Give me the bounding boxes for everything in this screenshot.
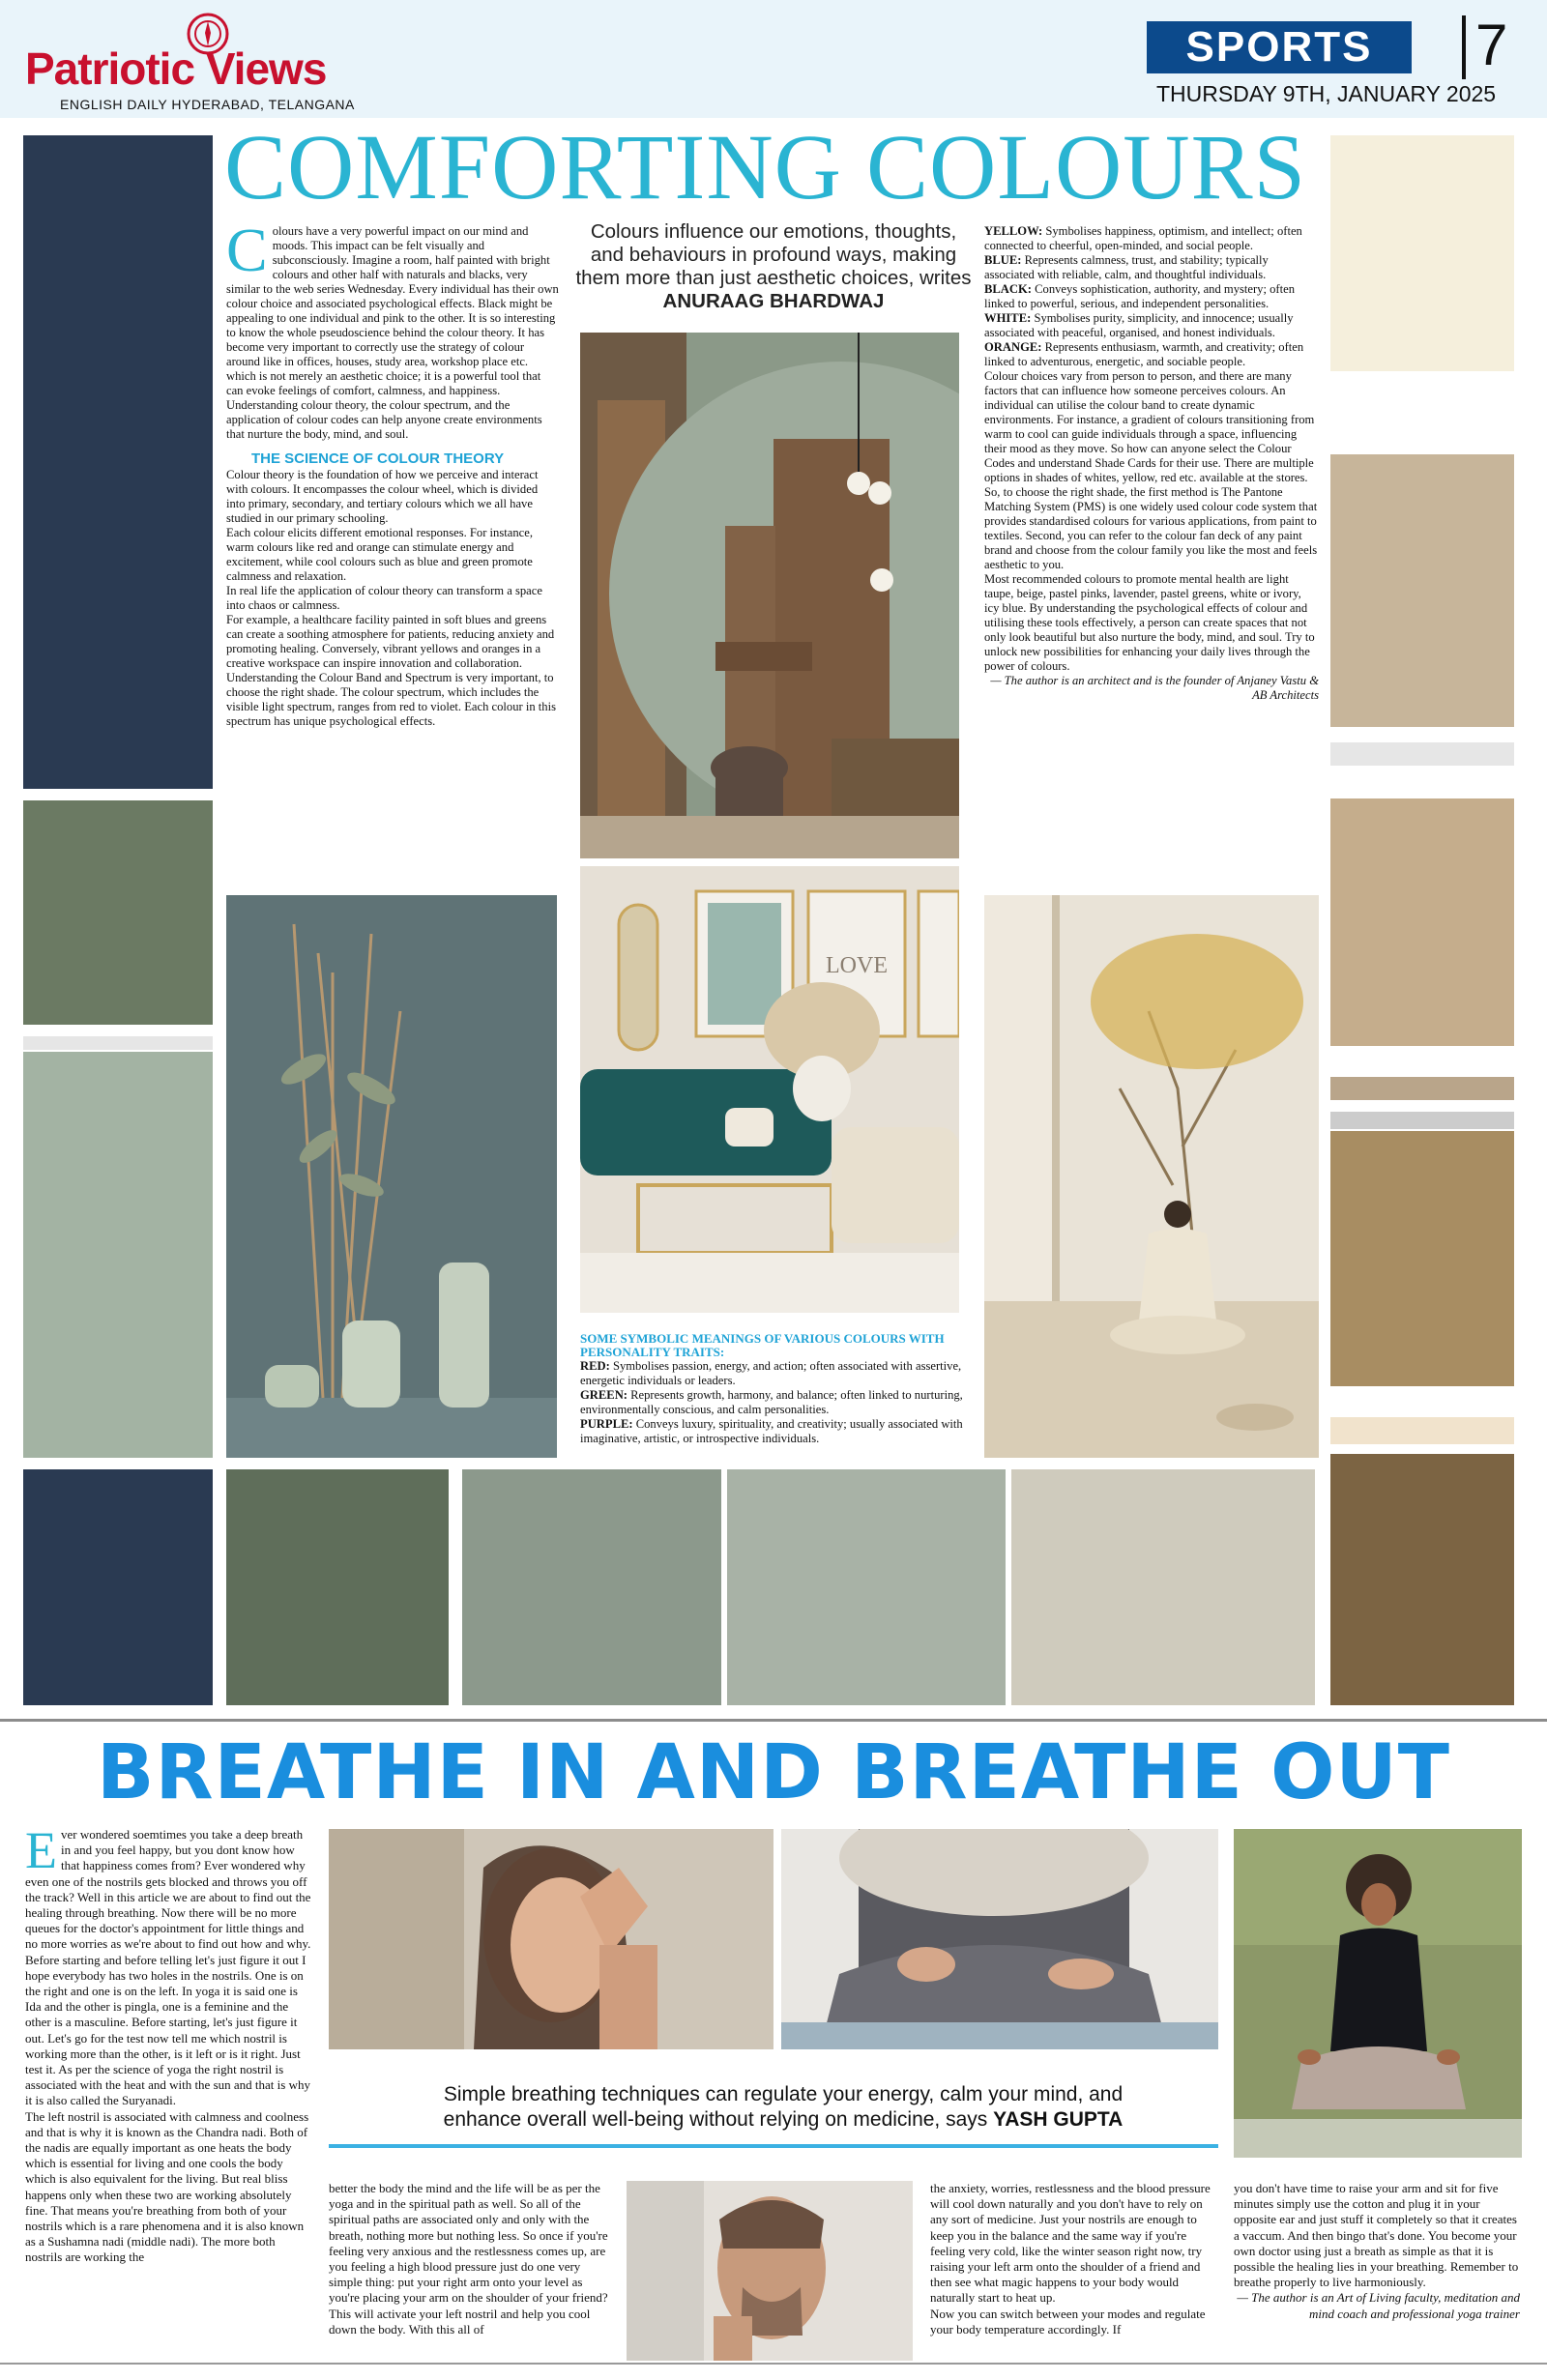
color-meaning: [580, 1417, 963, 1446]
color-meaning: [984, 253, 1319, 282]
swatch-left-2: [23, 800, 213, 1025]
newspaper-name: Patriotic Views: [25, 44, 327, 94]
photo-reeds-vases: [226, 895, 557, 1458]
swatch-right-2: [1330, 454, 1514, 727]
article-right-column: [984, 224, 1319, 703]
deck-author: ANURAAG BHARDWAJ: [662, 290, 885, 312]
issue-date: THURSDAY 9TH, JANUARY 2025: [1156, 81, 1497, 106]
color-label: ORANGE:: [984, 340, 1042, 354]
symbolic-heading: SOME SYMBOLIC MEANINGS OF VARIOUS COLOURS WITH PERSONALITY TRAITS:: [580, 1331, 945, 1359]
photo-lake-meditation: [1234, 1829, 1522, 2158]
body-paragraph: ver wondered soemtimes you take a deep breath in and you feel happy, but you dont know how that happiness comes from? Ever wondered why even one of the nostrils gets blocked and throws you off the track? Well in this article we are about to find out the healing through breathing. Now there will be no more queues for the doctor's appointment for little things and no more worries as we're about to find out how and why.: [25, 1827, 311, 1952]
color-meaning: [984, 224, 1319, 253]
section-label: SPORTS: [1147, 21, 1412, 73]
theory-paragraph: For example, a healthcare facility painted in soft blues and greens can create a soothing atmosphere for patients, reducing anxiety and promoting healing. Conversely, vibrant yellows and oranges in a creative workspace can inspire innovation and collaboration. Understanding the Colour Band and Spectrum is very important, to choose the right shade. The colour spectrum, which includes the visible light spectrum, ranges from red to violet. Each colour in this spectrum has unique psychological effects.: [226, 613, 557, 728]
color-label: BLACK:: [984, 282, 1032, 296]
footer-rule: [0, 2363, 1547, 2365]
body-paragraph: the anxiety, worries, restlessness and the blood pressure will cool down naturally and you don't have to rely on any sort of medicine. Just your nostrils are enough to keep you in the balance and the same way if you're feeling very cold, like the winter season right now, try raising your left arm onto the shoulder of a friend and then see what magic happens to your body would naturally start to heat up.: [930, 2181, 1211, 2306]
body-paragraph: The left nostril is associated with calmness and coolness and that is why it is known as the Chandra nadi. Both of the nadis are equally important as one heats the body which is essential for living and one cools the body which is also equivalent for the living. But real bliss happens only when these two are working absolutely fine. That means you're breathing from both of your nostrils which is a rare phenomena and it is also known as a Sushamna nadi (middle nadi). The more both nostrils are working the: [25, 2108, 309, 2265]
frame-lettering: LOVE: [826, 953, 888, 978]
section-divider: [1462, 15, 1466, 79]
section-subhead: THE SCIENCE OF COLOUR THEORY: [251, 450, 505, 467]
article-deck: [572, 220, 975, 313]
author-credit: — The author is an architect and is the founder of Anjaney Vastu & AB Architects: [990, 674, 1319, 702]
theory-paragraph: Each colour elicits different emotional responses. For instance, warm colours like red and orange can stimulate energy and excitement, while cool colours such as blue and green promote calmness and relaxation.: [226, 526, 533, 583]
swatch-left-3: [23, 1036, 213, 1050]
article-headline: COMFORTING COLOURS: [224, 115, 1307, 218]
swatch-right-6: [1330, 1112, 1514, 1129]
color-text: Symbolises happiness, optimism, and intellect; often connected to cheerful, open-minded, and social people.: [984, 224, 1302, 252]
photo-man-breathing: [627, 2181, 913, 2361]
swatch-bottom-1: [23, 1469, 213, 1705]
swatch-left-1: [23, 135, 213, 789]
color-label: PURPLE:: [580, 1417, 633, 1431]
color-meaning: [580, 1388, 963, 1417]
article2-column-3: [930, 2181, 1216, 2337]
article2-column-2: [329, 2181, 609, 2337]
color-text: Conveys luxury, spirituality, and creativity; usually associated with imaginative, artistic, or introspective individuals.: [580, 1417, 963, 1445]
intro-paragraph: olours have a very powerful impact on our mind and moods. This impact can be felt visually and subconsciously. Imagine a room, half painted with bright colours and other half with naturals and blacks, very similar to the web series Wednesday. Every individual has their own colour choice and associated psychological effects. Black might be appealing to one individual and pink to the other. It is so interesting to know the whole pseudoscience behind the colour theory. It has become very important to correctly use the strategy of colour around like in offices, houses, study area, workshop place etc. which is not merely an aesthetic choice; it is a powerful tool that can evoke feelings of comfort, calmness, and happiness. Understanding colour theory, the colour spectrum, and the application of colour codes can help anyone create environments that nurture the body, mind, and soul.: [226, 224, 559, 441]
drop-cap: E: [25, 1821, 57, 1879]
theory-paragraph: Colour theory is the foundation of how we perceive and interact with colours. It encompasses the colour wheel, which is divided into primary, secondary, and tertiary colours which we all have studied in our primary schooling.: [226, 468, 539, 525]
color-text: Represents enthusiasm, warmth, and creativity; often linked to adventurous, energetic, and sociable people.: [984, 340, 1304, 368]
color-meaning: [984, 282, 1319, 311]
swatch-bottom-3: [462, 1469, 721, 1705]
color-label: BLUE:: [984, 253, 1022, 267]
photo-hallway-mirror: [580, 333, 959, 858]
swatch-bottom-5: [1011, 1469, 1315, 1705]
photo-caption: [406, 2082, 1160, 2133]
article2-headline: BREATHE IN AND BREATHE OUT: [97, 1729, 1450, 1816]
swatch-left-4: [23, 1052, 213, 1458]
author-credit: — The author is an Art of Living faculty, meditation and mind coach and professional yoga trainer: [1237, 2290, 1520, 2321]
closing-paragraph: Colour choices vary from person to person, and there are many factors that can influence how someone perceives colours. An individual can utilise the colour band to create dynamic environments. For instance, a gradient of colours transitioning from warm to cool can guide individuals through a space, influencing their mood as they move. So how can anyone select the Colour Codes and understand Shade Cards for their use. There are multiple options in shades of whites, yellow, red etc. available at the stores. So, to choose the right shade, the first method is The Pantone Matching System (PMS) is one widely used colour code system that provides standardised colours for various applications, from paint to textiles. Second, you can refer to the colour fan deck of any paint brand and choose from the colour family you like the most and feels aesthetic to you.: [984, 369, 1318, 571]
deck-text: Colours influence our emotions, thoughts, and behaviours in profound ways, making them more than just aesthetic choices, writes: [575, 220, 972, 289]
color-meaning: [984, 340, 1319, 369]
swatch-bottom-2: [226, 1469, 449, 1705]
swatch-right-1: [1330, 135, 1514, 371]
body-paragraph: you don't have time to raise your arm and sit for five minutes simply use the cotton and plug it in your opposite ear and just stuff it completely so that it creates a vaccum. And then bingo that's done. You become your own doctor using just a breath as simple as that it is possible the healing lies in your breathing. Remember to breathe properly to live harmoniously.: [1234, 2181, 1519, 2290]
body-paragraph: Now you can switch between your modes and regulate your body temperature accordingly. If: [930, 2306, 1206, 2336]
color-label: WHITE:: [984, 311, 1032, 325]
article2-column-4: [1234, 2181, 1520, 2322]
closing-paragraph: Most recommended colours to promote mental health are light taupe, beige, pastel pinks, lavender, pastel greens, white or ivory, icy blue. By understanding the psychological effects of colour and utilising these tools effectively, a person can create spaces that not only look beautiful but also nurture the body, mind, and soul. Try to unlock new possibilities for enhancing your daily lives through the power of colours.: [984, 572, 1315, 673]
newspaper-tagline: ENGLISH DAILY HYDERABAD, TELANGANA: [60, 97, 355, 112]
color-label: GREEN:: [580, 1388, 628, 1402]
article-intro-column: [226, 216, 559, 729]
color-text: Represents calmness, trust, and stability; typically associated with reliable, calm, and thoughtful individuals.: [984, 253, 1269, 281]
photo-nostril-breathing: [329, 1829, 774, 2049]
section-divider-line: [0, 1719, 1547, 1722]
color-text: Symbolises purity, simplicity, and innocence; usually associated with peaceful, organised, and honest individuals.: [984, 311, 1294, 339]
photo-living-room: [580, 866, 959, 1313]
color-text: Conveys sophistication, authority, and mystery; often linked to powerful, serious, and independent personalities.: [984, 282, 1295, 310]
color-meaning: [984, 311, 1319, 340]
body-paragraph: better the body the mind and the life will be as per the yoga and in the spiritual path as well. So all of the spiritual paths are associated only and only with the breath, nothing more but nothing less. So once if you're feeling very anxious and the restlessness comes up, are you feeling a high blood pressure just do one very simple thing: put your right arm onto your level as you're placing your arm on the shoulder of your friend? This will activate your left nostril and help you cool down the body. With this all of: [329, 2181, 608, 2336]
swatch-bottom-7: [1330, 1454, 1514, 1705]
drop-cap: C: [226, 216, 268, 284]
swatch-bottom-4: [727, 1469, 1006, 1705]
color-label: YELLOW:: [984, 224, 1043, 238]
photo-yoga-hands: [781, 1829, 1218, 2049]
swatch-right-5: [1330, 1077, 1514, 1100]
symbolic-meanings-box: [580, 1332, 963, 1446]
swatch-right-4: [1330, 798, 1514, 1046]
page-number: 7: [1475, 13, 1508, 77]
caption-underline: [329, 2144, 1218, 2148]
color-meaning: [580, 1359, 963, 1388]
color-text: Represents growth, harmony, and balance; often linked to nurturing, environmentally conscious, and calm personalities.: [580, 1388, 963, 1416]
article2-column-1: [25, 1821, 315, 2266]
photo-meditation-room: [984, 895, 1319, 1458]
swatch-right-8: [1330, 1417, 1514, 1444]
caption-text: Simple breathing techniques can regulate your energy, calm your mind, and enhance overall well-being without relying on medicine, says: [443, 2083, 1124, 2131]
caption-author: YASH GUPTA: [993, 2108, 1124, 2131]
swatch-right-3: [1330, 742, 1514, 766]
theory-paragraph: In real life the application of colour theory can transform a space into chaos or calmness.: [226, 584, 542, 612]
color-label: RED:: [580, 1359, 610, 1373]
color-text: Symbolises passion, energy, and action; often associated with assertive, energetic individuals or leaders.: [580, 1359, 962, 1387]
swatch-right-7: [1330, 1131, 1514, 1386]
body-paragraph: Before starting and before telling let's just figure it out I hope everybody has two holes in the nostrils. One is on the right and one is on the left. In yoga it is said one is Ida and the other is pingla, one is a feminine and the other is a masculine. Before starting, let's just figure it out. Let's go for the test now tell me which nostril is working more than the other, is it left or is it right. Just test it. As per the science of yoga the right nostril is associated with the heat and with the sun and that is why it is also called the Suryanadi.: [25, 1952, 310, 2108]
